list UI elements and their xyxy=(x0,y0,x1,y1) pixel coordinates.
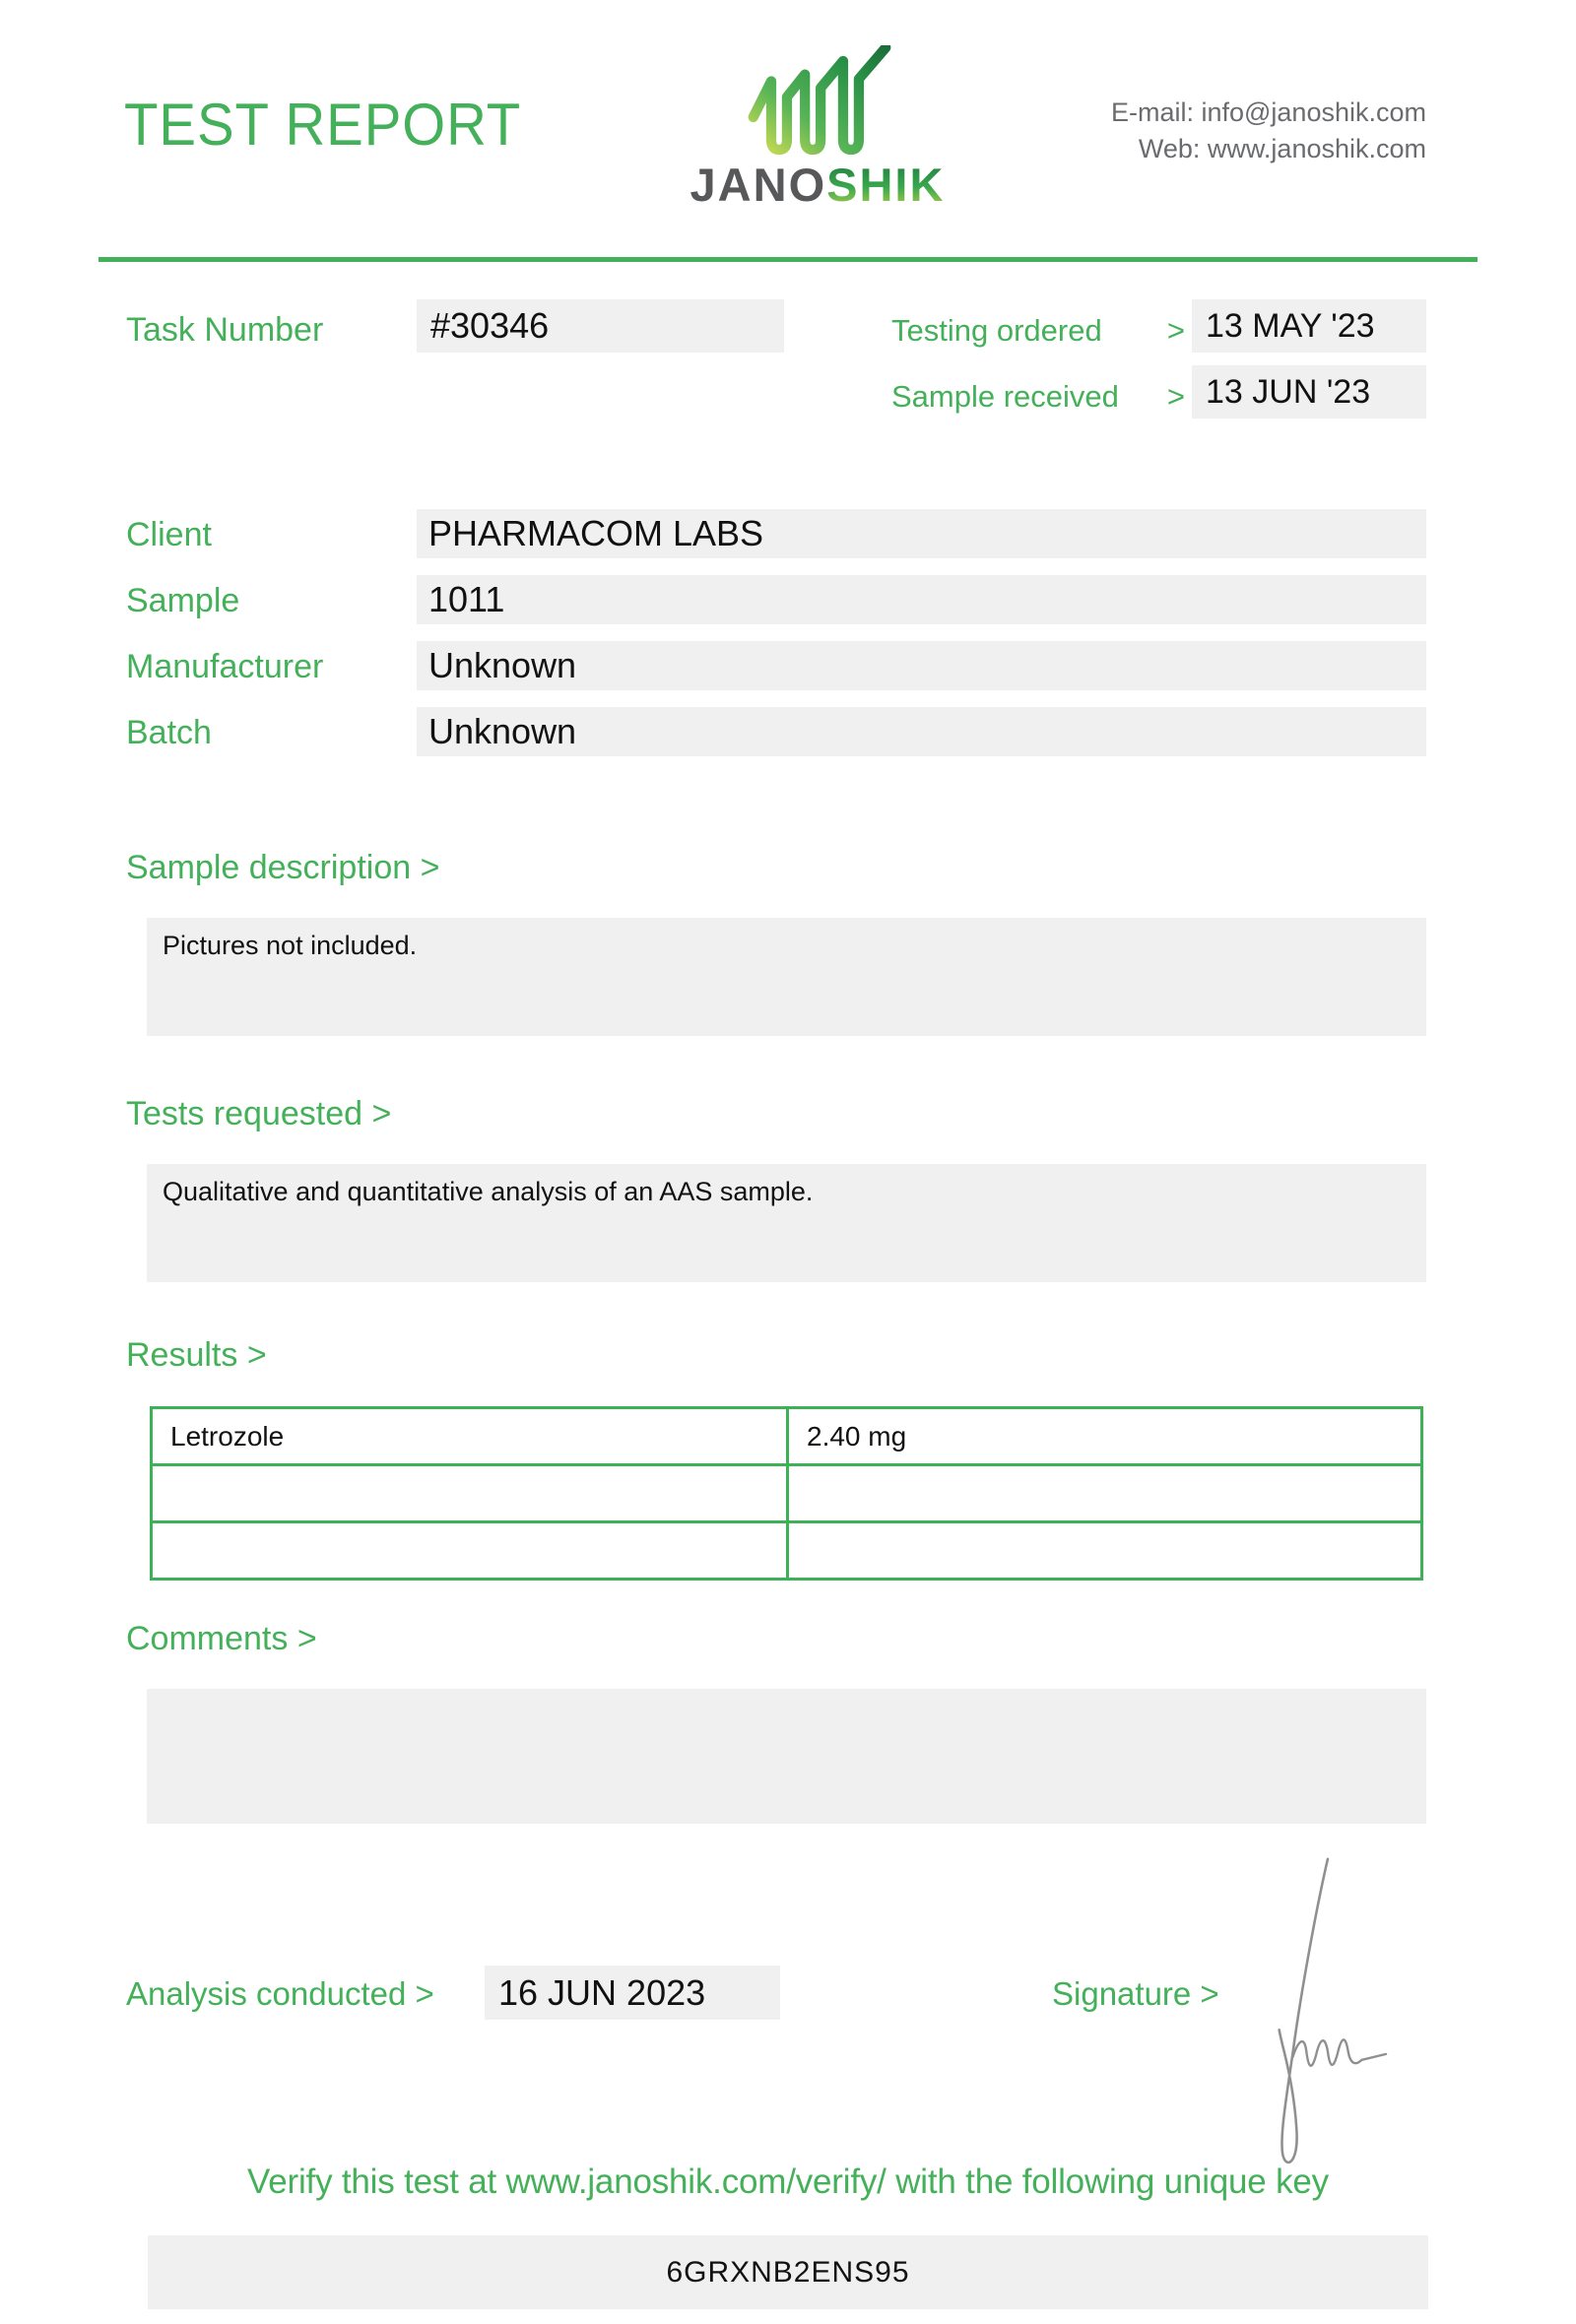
testing-ordered-label xyxy=(891,313,1185,349)
header-divider xyxy=(98,257,1478,262)
testing-ordered-text: Testing ordered xyxy=(891,313,1102,348)
sample-value: 1011 xyxy=(417,575,1426,624)
signature-label: Signature > xyxy=(1052,1975,1219,2012)
task-number-label: Task Number xyxy=(126,311,324,349)
client-value: PHARMACOM LABS xyxy=(417,509,1426,558)
logo-wordmark xyxy=(630,158,1005,212)
manufacturer-value: Unknown xyxy=(417,641,1426,690)
logo-word-green: SHIK xyxy=(826,159,946,211)
batch-label: Batch xyxy=(126,714,212,751)
manufacturer-label: Manufacturer xyxy=(126,648,324,685)
email-line: E-mail: info@janoshik.com xyxy=(1110,97,1426,127)
result-substance-cell xyxy=(152,1522,788,1580)
sample-description-box: Pictures not included. xyxy=(147,918,1426,1036)
logo-word-gray: JANO xyxy=(690,159,827,211)
batch-value: Unknown xyxy=(417,707,1426,756)
result-amount-cell xyxy=(788,1522,1422,1580)
client-label: Client xyxy=(126,516,212,553)
sample-received-label xyxy=(891,379,1185,415)
contact-info xyxy=(1111,95,1426,167)
verify-key: 6GRXNB2ENS95 xyxy=(148,2235,1428,2309)
signature-image xyxy=(1249,1849,1397,2179)
results-table xyxy=(150,1406,1423,1581)
verify-instruction: Verify this test at www.janoshik.com/verify/ with the following unique key xyxy=(247,2163,1329,2201)
sample-label: Sample xyxy=(126,582,240,619)
result-amount-cell xyxy=(788,1465,1422,1522)
arrow-glyph: > xyxy=(1166,379,1185,414)
result-substance-cell xyxy=(152,1465,788,1522)
analysis-conducted-label: Analysis conducted > xyxy=(126,1975,434,2012)
testing-ordered-value: 13 MAY '23 xyxy=(1192,299,1426,353)
result-amount-cell: 2.40 mg xyxy=(788,1408,1422,1465)
page-title: TEST REPORT xyxy=(124,92,522,158)
task-number-value: #30346 xyxy=(417,299,784,353)
analysis-date-value: 16 JUN 2023 xyxy=(485,1966,780,2020)
result-substance-cell: Letrozole xyxy=(152,1408,788,1465)
arrow-glyph: > xyxy=(1166,313,1185,348)
table-row xyxy=(152,1408,1422,1465)
table-row xyxy=(152,1522,1422,1580)
tests-requested-heading: Tests requested > xyxy=(126,1095,392,1132)
tests-requested-box: Qualitative and quantitative analysis of an AAS sample. xyxy=(147,1164,1426,1282)
sample-description-heading: Sample description > xyxy=(126,849,440,886)
comments-box xyxy=(147,1689,1426,1824)
results-heading: Results > xyxy=(126,1336,267,1374)
growth-chart-logo-icon xyxy=(741,45,898,158)
comments-heading: Comments > xyxy=(126,1620,317,1657)
table-row xyxy=(152,1465,1422,1522)
sample-received-text: Sample received xyxy=(891,379,1119,414)
sample-received-value: 13 JUN '23 xyxy=(1192,365,1426,419)
web-line: Web: www.janoshik.com xyxy=(1138,134,1426,163)
